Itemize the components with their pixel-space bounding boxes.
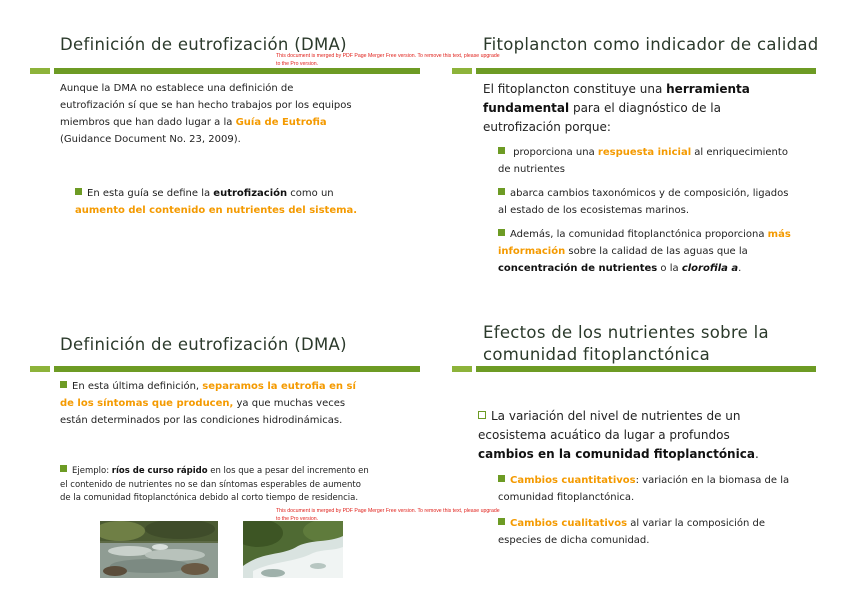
slide-3-bullet-1-highlight: separamos la eutrofia en sí de los síntomas que producen,	[60, 381, 356, 409]
slide-4-main-text: La variación del nivel de nutrientes de un ecosistema acuático da lugar a profundos	[478, 409, 741, 442]
slide-4-bullet-2	[498, 515, 798, 549]
bullet-icon	[498, 188, 505, 195]
slide-1-bullet-text: En esta guía se define la	[87, 188, 214, 199]
slide-1-bullet-bold: eutrofización	[213, 188, 288, 199]
slide-3-bullet-1	[60, 378, 372, 429]
slide-3-bullet-2	[60, 465, 372, 506]
river-photo-2	[243, 521, 343, 578]
slide-2-bullet-3-bold-1: concentración de nutrientes	[498, 263, 658, 274]
slide-2-title-bar	[476, 68, 816, 74]
slide-3-title: Definición de eutrofización (DMA)	[60, 335, 347, 354]
slide-2-intro-text-2: para el diagnóstico de la eutrofización porque:	[483, 101, 721, 134]
slide-4-title-bar	[476, 366, 816, 372]
slide-1-title-bar	[54, 68, 420, 74]
slide-2-intro	[483, 80, 783, 137]
bullet-icon	[498, 147, 505, 154]
watermark-bottom-line-2: to the Pro version.	[276, 516, 319, 522]
slide-2-bullet-3-bold-2: clorofila a	[681, 263, 739, 274]
slide-1-bullet-text-2: como un	[287, 188, 334, 199]
bullet-icon	[498, 518, 505, 525]
slide-1-accent-square	[30, 68, 50, 74]
slide-4-main-bold: cambios en la comunidad fitoplanctónica	[478, 447, 755, 461]
slide-3-bullet-1-text-2: ya que muchas veces están determinados por las condiciones hidrodinámicas.	[60, 398, 346, 426]
slide-2-bullet-3-highlight: más información	[498, 229, 791, 257]
slide-1-paragraph-ref: (Guidance Document No. 23, 2009).	[60, 134, 241, 145]
slide-1-paragraph	[60, 80, 360, 148]
guia-eutrofia-link: Guía de Eutrofia	[235, 117, 327, 128]
slide-2-bullet-3	[498, 226, 802, 277]
slide-4-bullet-1-highlight: Cambios cuantitativos	[510, 475, 636, 486]
river-photo-1-image	[100, 521, 218, 578]
slide-2-bullet-3-text-4: .	[738, 263, 742, 274]
slide-2-bullet-1-text: proporciona una	[510, 147, 598, 158]
slide-1-title: Definición de eutrofización (DMA)	[60, 35, 347, 54]
slide-2-bullet-3-text-3: o la	[657, 263, 682, 274]
slide-2-bullet-2	[498, 185, 798, 219]
slide-2-intro-bold: herramienta fundamental	[483, 82, 750, 115]
slide-2-accent-square	[452, 68, 472, 74]
slide-4-main	[478, 407, 788, 464]
slide-4-title: Efectos de los nutrientes sobre la comunidad fitoplanctónica	[483, 323, 769, 364]
slide-4-main-text-2: .	[754, 447, 759, 461]
watermark-top-line-1: This document is merged by PDF Page Merger Free version. To remove this text, please upgrade	[276, 53, 500, 59]
slide-2-bullet-3-text: Además, la comunidad fitoplanctónica proporciona	[510, 229, 768, 240]
slide-3-bullet-1-text: En esta última definición,	[72, 381, 203, 392]
bullet-icon	[498, 475, 505, 482]
slide-3-bullet-2-bold: ríos de curso rápido	[111, 466, 208, 476]
river-photo-1	[100, 521, 218, 578]
bullet-icon	[60, 381, 67, 388]
slide-4-bullet-1	[498, 472, 798, 506]
bullet-icon	[498, 229, 505, 236]
slide-4-bullet-2-text: al variar la composición de especies de dicha comunidad.	[498, 518, 766, 546]
slide-2-bullet-1-text-2: al enriquecimiento de nutrientes	[498, 147, 788, 175]
slide-1-bullet-highlight: aumento del contenido en nutrientes del sistema.	[75, 205, 358, 216]
slide-3-accent-square	[30, 366, 50, 372]
slide-4-bullet-2-highlight: Cambios cualitativos	[510, 518, 628, 529]
slide-1-paragraph-text: Aunque la DMA no establece una definición de eutrofización sí que se han hecho trabajos por los equipos miembros que han dado lugar a la	[60, 83, 352, 128]
slide-1-bullet	[75, 185, 375, 219]
slide-2-bullet-1-highlight: respuesta inicial	[597, 147, 692, 158]
bullet-icon	[75, 188, 82, 195]
slide-2-bullet-3-text-2: sobre la calidad de las aguas que la	[565, 246, 748, 257]
slide-2-bullet-2-text: abarca cambios taxonómicos y de composición, ligados al estado de los ecosistemas marinos.	[498, 188, 789, 216]
watermark-top-line-2: to the Pro version.	[276, 61, 319, 67]
slide-2-title: Fitoplancton como indicador de calidad	[483, 35, 819, 54]
watermark-bottom-line-1: This document is merged by PDF Page Merger Free version. To remove this text, please upgrade	[276, 508, 500, 514]
slide-4-bullet-1-text: : variación en la biomasa de la comunidad fitoplanctónica.	[498, 475, 790, 503]
slide-3-title-bar	[54, 366, 420, 372]
slide-2-intro-text: El fitoplancton constituye una	[483, 82, 667, 96]
hollow-bullet-icon	[478, 411, 486, 419]
bullet-icon	[60, 465, 67, 472]
slide-4-accent-square	[452, 366, 472, 372]
river-photo-2-image	[243, 521, 343, 578]
slide-2-bullet-1	[498, 144, 798, 178]
slide-3-bullet-2-text: Ejemplo:	[72, 466, 112, 476]
slide-3-bullet-2-text-2: en los que a pesar del incremento en el contenido de nutrientes no se dan síntomas esperables de aumento de la comunidad fitoplanctónica debido al corto tiempo de residencia.	[60, 466, 369, 503]
